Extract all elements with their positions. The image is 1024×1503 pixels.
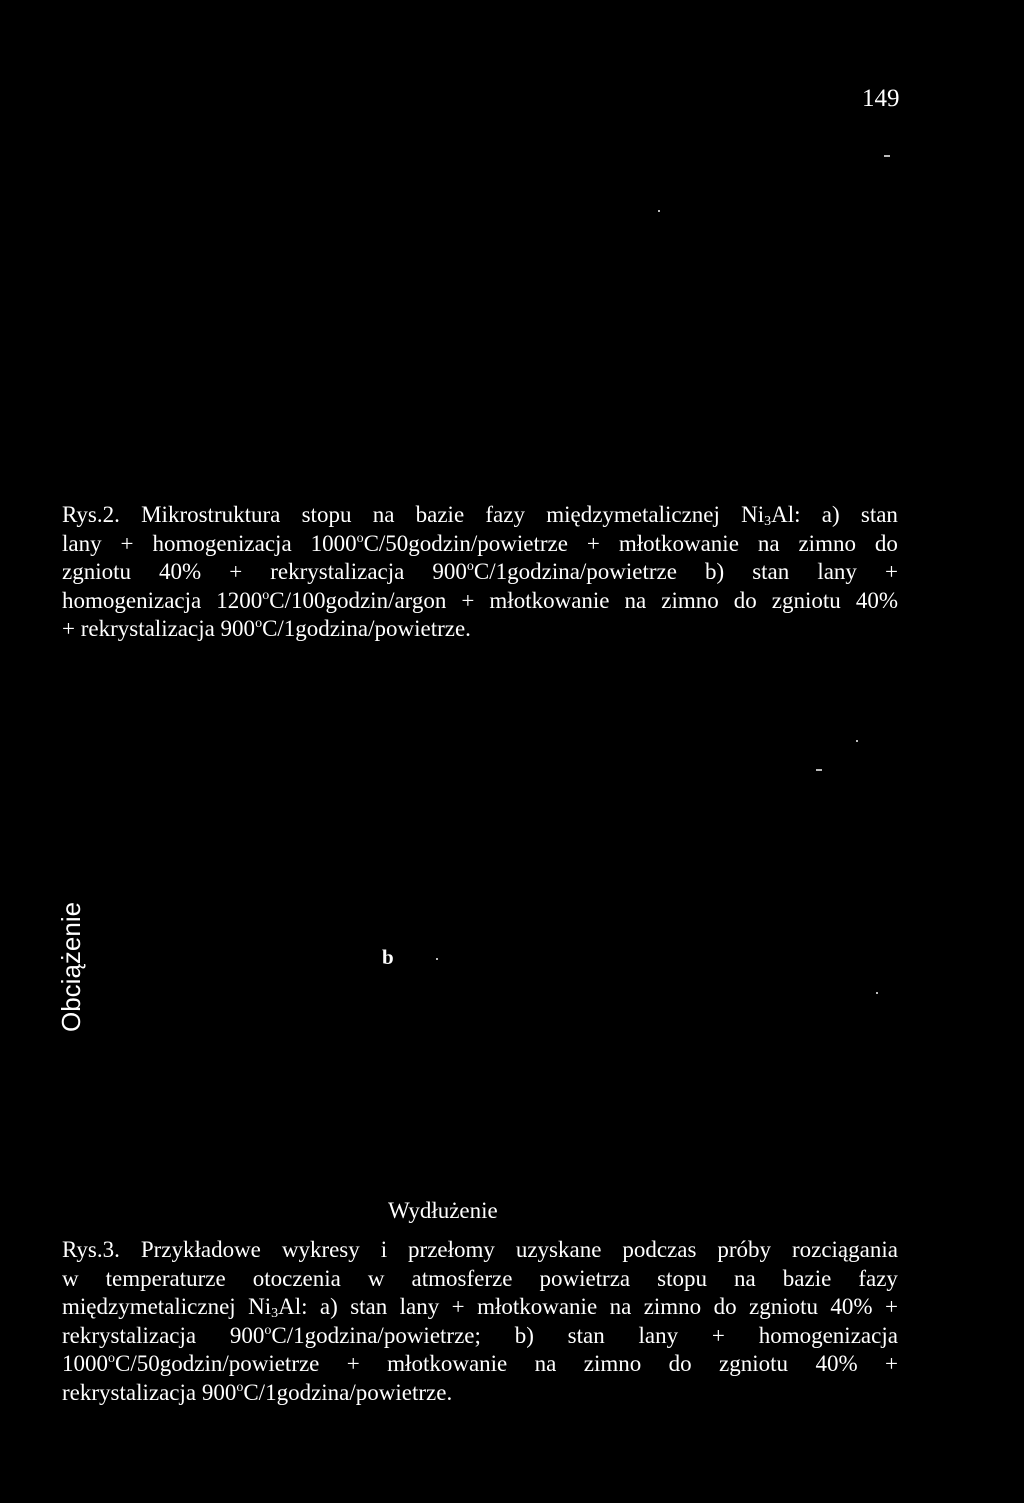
caption-line: lany + homogenizacja 1000$^o$C/50godzin/powietrze + młotkowanie na zimno do: [62, 530, 898, 556]
caption-line: Rys.2. Mikrostruktura stopu na bazie fazy międzymetalicznej $Ni_3Al$: a) stan: [62, 502, 898, 529]
scan-speck: [436, 958, 438, 960]
caption-line: rekrystalizacja 900$^o$C/1godzina/powietrze.: [62, 1379, 453, 1405]
caption-line: w temperaturze otoczenia w atmosferze powietrza stopu na bazie fazy: [62, 1265, 898, 1291]
caption-line: + rekrystalizacja 900$^o$C/1godzina/powietrze.: [62, 616, 471, 641]
caption-line: 1000$^o$C/50godzin/powietrze + młotkowanie na zimno do zgniotu 40% +: [62, 1351, 898, 1376]
y-axis-label: Obciążenie: [56, 901, 86, 1032]
caption-line: homogenizacja 1200$^o$C/100godzin/argon + młotkowanie na zimno do zgniotu 40%: [62, 587, 898, 613]
scan-speck: [856, 740, 858, 742]
caption-line: zgniotu 40% + rekrystalizacja 900$^o$C/1godzina/powietrze b) stan lany +: [62, 559, 898, 584]
scan-speck: [884, 155, 890, 157]
scan-speck: [658, 210, 660, 212]
page-number: 149: [862, 85, 900, 112]
caption-line: Rys.3. Przykładowe wykresy i przełomy uzyskane podczas próby rozciągania: [62, 1237, 898, 1262]
caption-line: rekrystalizacja 900$^o$C/1godzina/powietrze; b) stan lany + homogenizacja: [62, 1322, 898, 1348]
panel-label: b: [382, 945, 394, 969]
scan-speck: [816, 769, 822, 771]
figure-3-caption: [62, 1236, 898, 1407]
caption-line: międzymetalicznej $Ni_3Al$: a) stan lany + młotkowanie na zimno do zgniotu 40% +: [62, 1294, 898, 1321]
x-axis-label: Wydłużenie: [388, 1198, 498, 1223]
figure-2-caption: [62, 501, 898, 644]
scan-speck: [876, 992, 878, 994]
